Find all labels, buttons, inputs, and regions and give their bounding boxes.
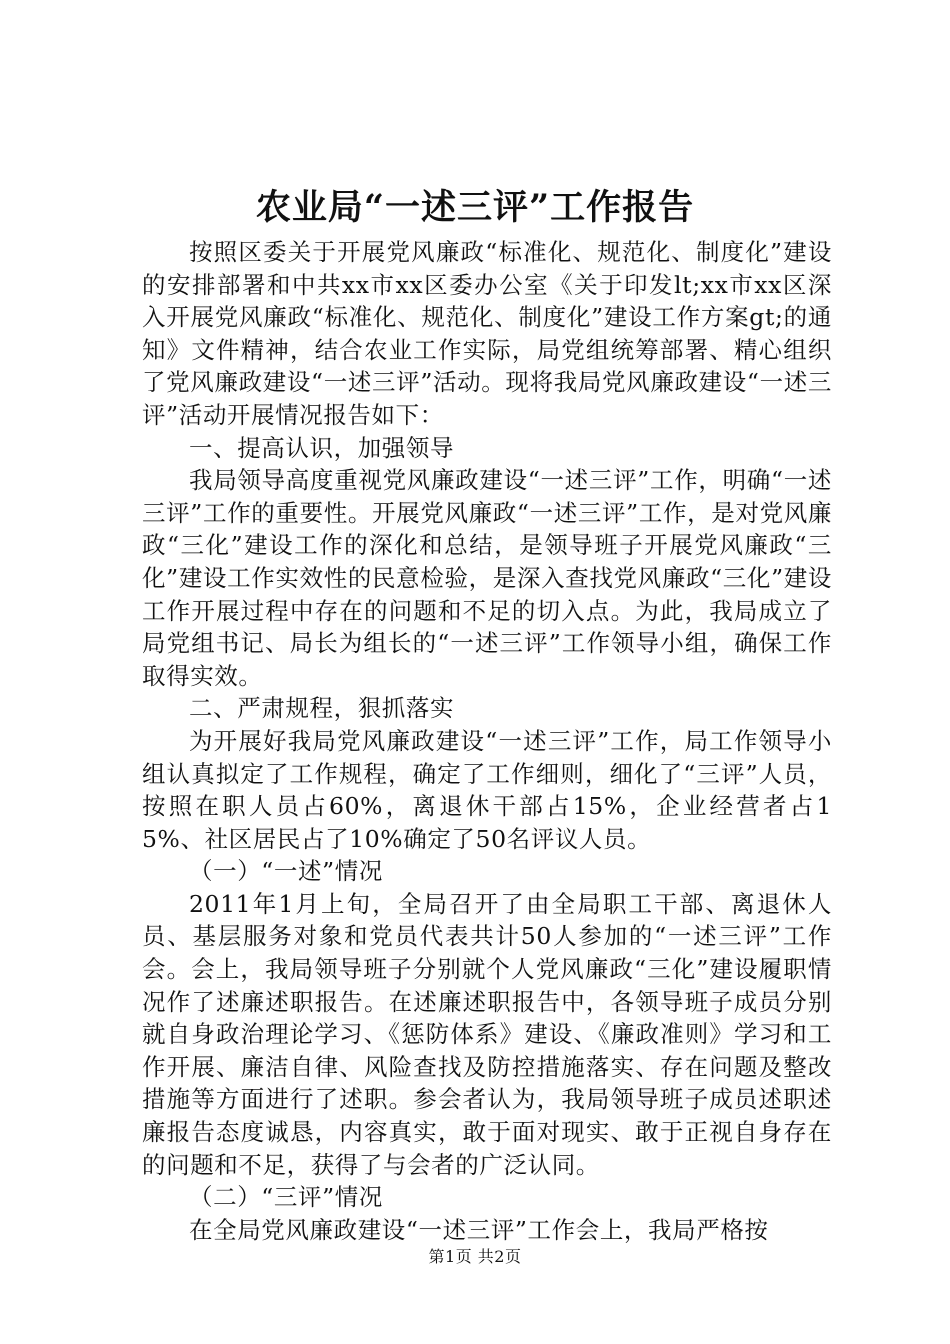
document-title: 农业局“一述三评”工作报告 [255, 187, 695, 228]
page-footer: 第1页 共2页 [428, 1247, 522, 1266]
subsection-heading-2: （二）“三评”情况 [189, 1183, 383, 1212]
section-heading-2: 二、严肃规程，狠抓落实 [189, 694, 455, 723]
paragraph-section-2: 为开展好我局党风廉政建设“一述三评”工作，局工作领导小组认真拟定了工作规程，确定了工作细则，细化了“三评”人员，按照在职人员占60%，离退休干部占15%，企业经营者占15%、社区居民占了10%确定了50名评议人员。 [142, 726, 832, 853]
document-body [142, 236, 832, 1246]
paragraph-subsection-1: 2011年1月上旬，全局召开了由全局职工干部、离退休人员、基层服务对象和党员代表共计50人参加的“一述三评”工作会。会上，我局领导班子分别就个人党风廉政“三化”建设履职情况作了述廉述职报告。在述廉述职报告中，各领导班子成员分别就自身政治理论学习、《惩防体系》建设、《廉政准则》学习和工作开展、廉洁自律、风险查找及防控措施落实、存在问题及整改措施等方面进行了述职。参会者认为，我局领导班子成员述职述廉报告态度诚恳，内容真实，敢于面对现实、敢于正视自身存在的问题和不足，获得了与会者的广泛认同。 [142, 889, 832, 1179]
paragraph-intro: 按照区委关于开展党风廉政“标准化、规范化、制度化”建设的安排部署和中共xx市xx区委办公室《关于印发lt;xx市xx区深入开展党风廉政“标准化、规范化、制度化”建设工作方案gt;的通知》文件精神，结合农业工作实际，局党组统筹部署、精心组织了党风廉政建设“一述三评”活动。现将我局党风廉政建设“一述三评”活动开展情况报告如下： [142, 238, 832, 429]
paragraph-subsection-2: 在全局党风廉政建设“一述三评”工作会上，我局严格按 [189, 1215, 769, 1244]
section-heading-1: 一、提高认识，加强领导 [189, 433, 455, 462]
subsection-heading-1: （一）“一述”情况 [189, 857, 383, 886]
paragraph-section-1: 我局领导高度重视党风廉政建设“一述三评”工作，明确“一述三评”工作的重要性。开展党风廉政“一述三评”工作，是对党风廉政“三化”建设工作的深化和总结，是领导班子开展党风廉政“三化”建设工作实效性的民意检验，是深入查找党风廉政“三化”建设工作开展过程中存在的问题和不足的切入点。为此，我局成立了局党组书记、局长为组长的“一述三评”工作领导小组，确保工作取得实效。 [142, 466, 832, 690]
